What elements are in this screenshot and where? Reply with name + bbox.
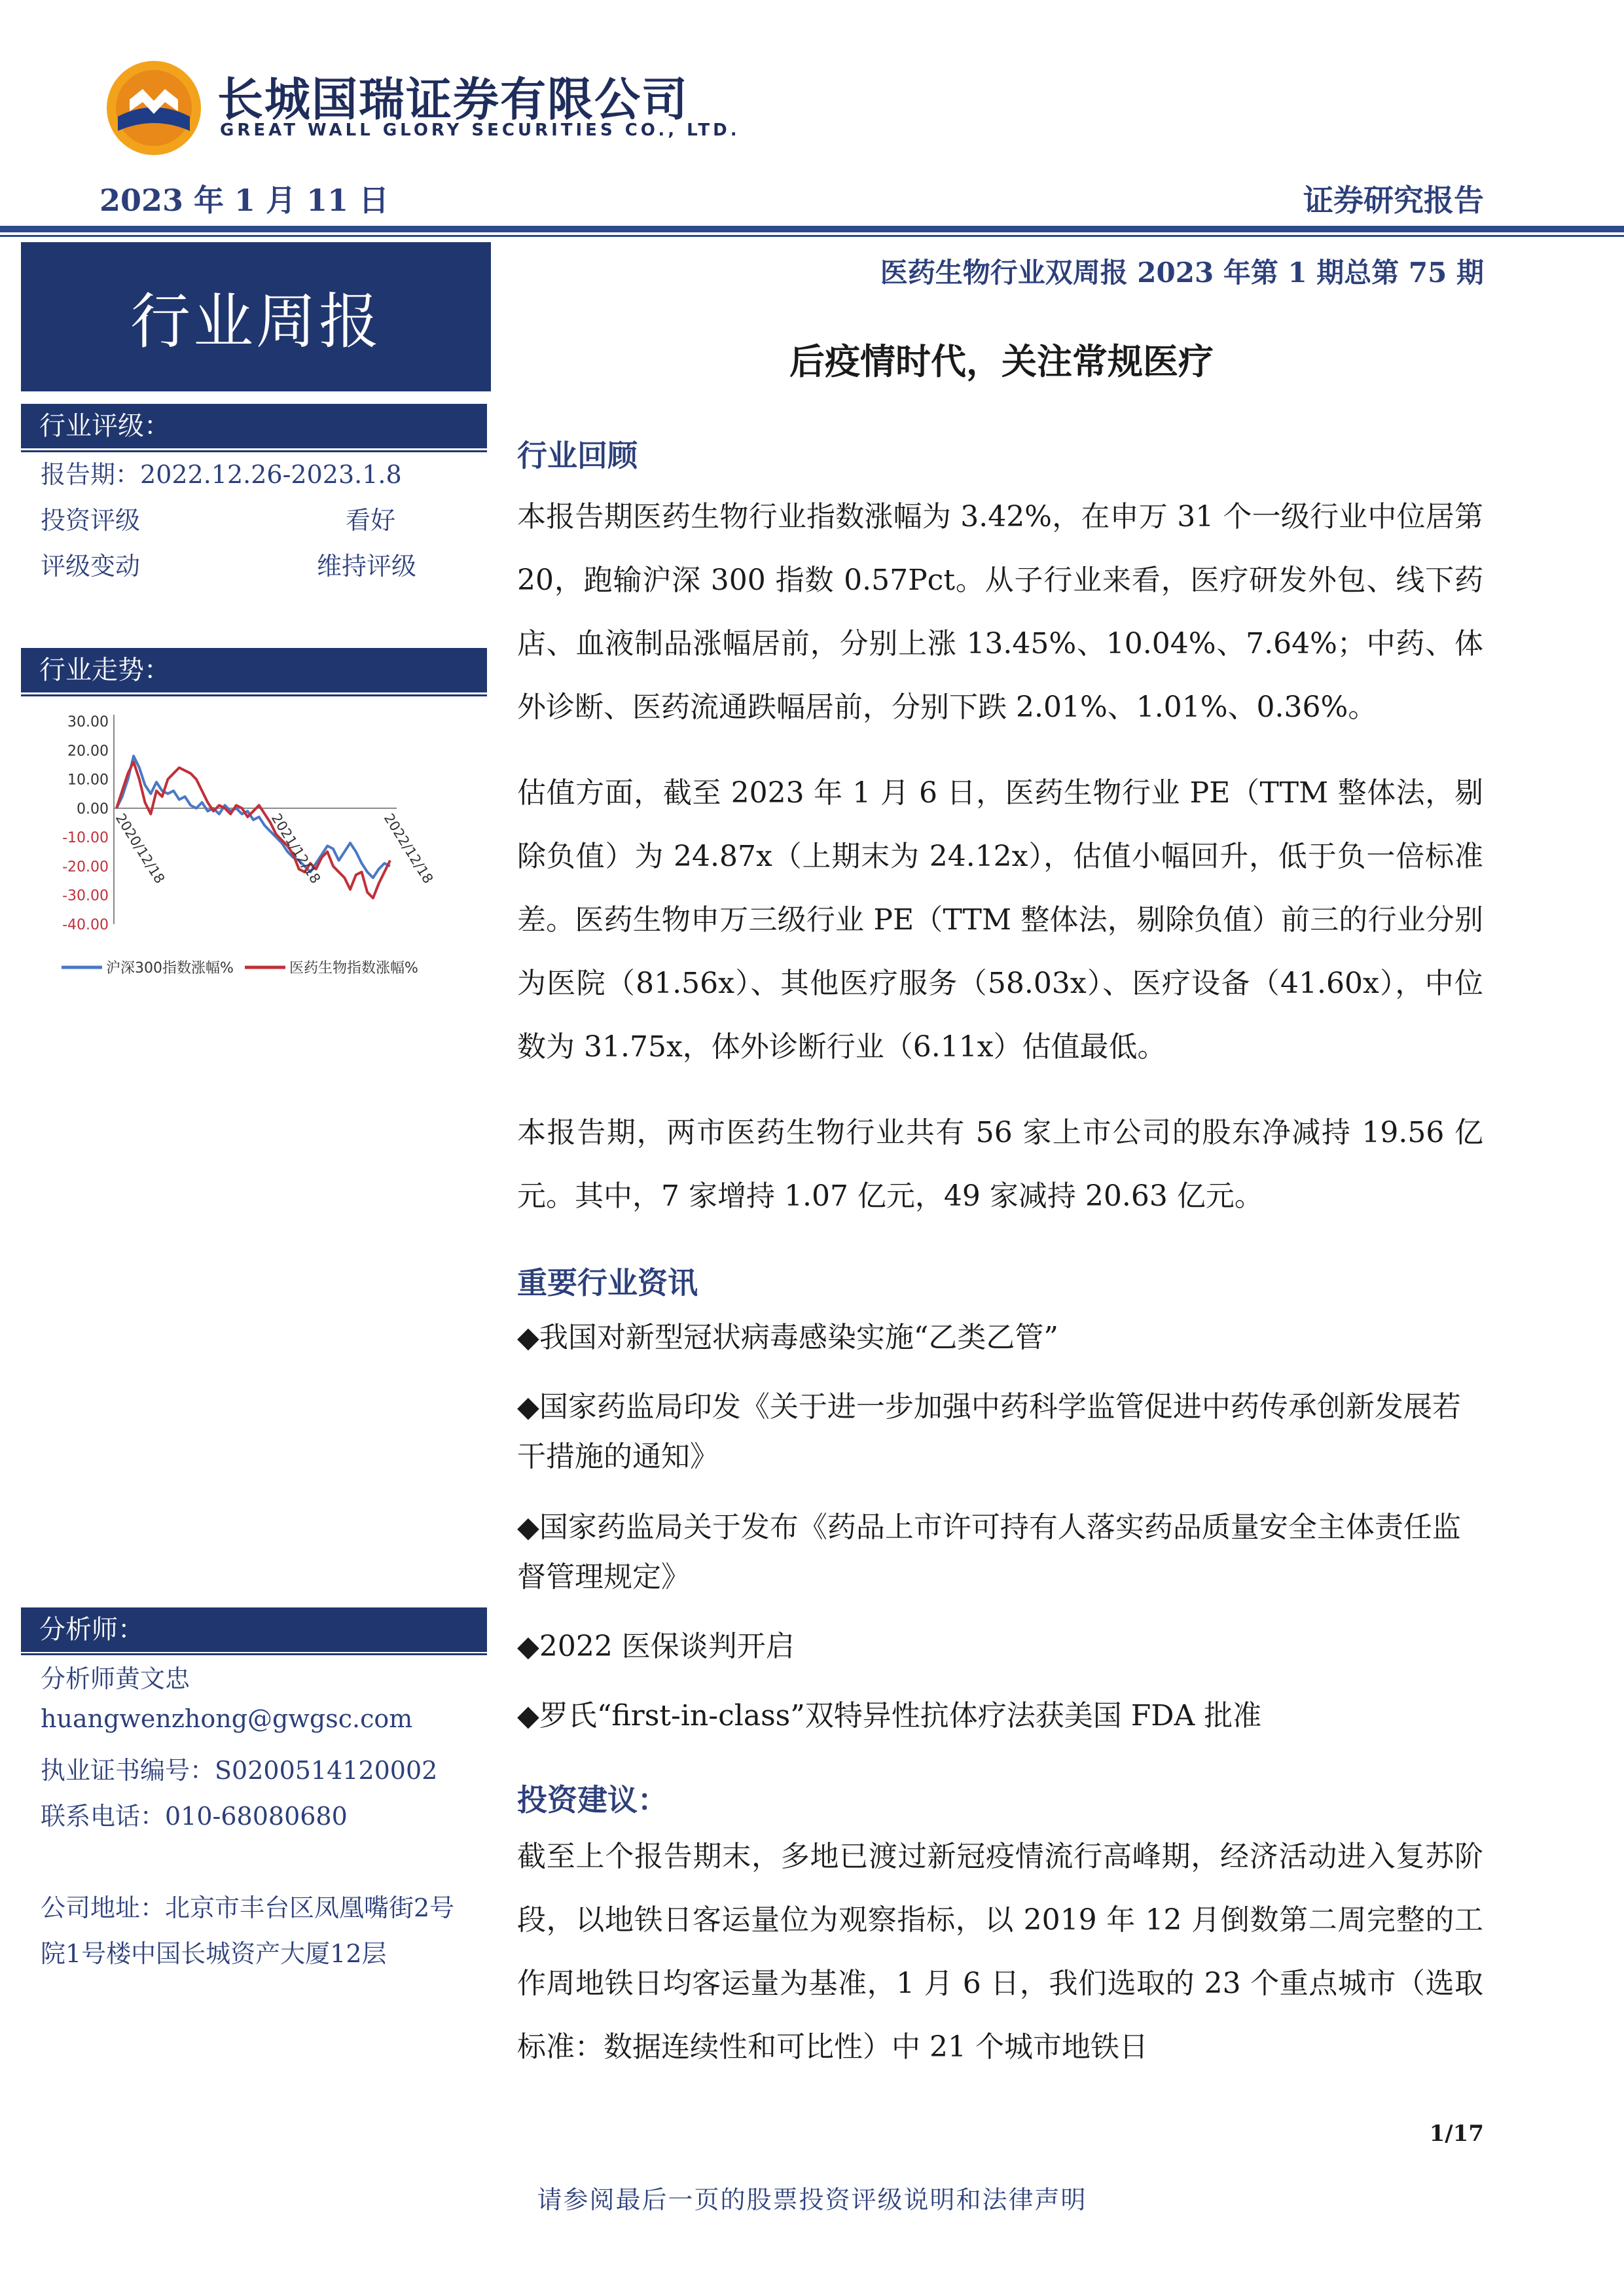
header-divider-thin [0, 235, 1624, 237]
y-tick-label: 0.00 [77, 800, 109, 817]
y-tick-label: -20.00 [62, 859, 109, 876]
x-tick-label: 2021/12/18 [268, 810, 324, 887]
y-tick-label: 30.00 [67, 714, 109, 730]
y-tick-label: 20.00 [67, 743, 109, 760]
trend-section-rule [21, 694, 487, 696]
legend-label-pharma: 医药生物指数涨幅% [289, 960, 418, 977]
rating-change-label: 评级变动 [41, 552, 141, 581]
news-item: ◆罗氏“first-in-class”双特异性抗体疗法获美国 FDA 批准 [517, 1699, 1262, 1732]
company-address: 公司地址：北京市丰台区凤凰嘴街2号院1号楼中国长城资产大厦12层 [41, 1893, 455, 1968]
review-paragraph-2: 估值方面，截至 2023 年 1 月 6 日，医药生物行业 PE（TTM 整体法，剔除负值）为 24.87x（上期末为 24.12x），估值小幅回升，低于负一倍标准差。医药生物申万三级行业 PE（TTM 整体法，剔除负值）前三的行业分别为医院（81.56x）、其他医疗服务（58.03x）、医疗设备（41.60x），中位数为 31.75x，体外诊断行业（6.11x）估值最低。 [517, 776, 1483, 1064]
x-tick-label: 2020/12/18 [112, 810, 168, 887]
series-line-hs300 [117, 756, 390, 878]
news-item: ◆我国对新型冠状病毒感染实施“乙类乙管” [517, 1321, 1058, 1354]
footer-disclaimer-note: 请参阅最后一页的股票投资评级说明和法律声明 [537, 2185, 1087, 2214]
report-headline: 后疫情时代，关注常规医疗 [789, 341, 1214, 382]
rating-section-title: 行业评级： [21, 404, 487, 448]
news-item: ◆2022 医保谈判开启 [517, 1630, 795, 1663]
y-tick-label: -40.00 [62, 917, 109, 933]
analyst-cert: 执业证书编号：S0200514120002 [41, 1756, 438, 1785]
report-category-banner: 行业周报 [21, 242, 491, 391]
company-name-en: GREAT WALL GLORY SECURITIES CO., LTD. [220, 120, 740, 140]
industry-trend-chart [39, 700, 484, 975]
company-name-cn: 长城国瑞证券有限公司 [217, 73, 689, 126]
review-paragraph-3: 本报告期，两市医药生物行业共有 56 家上市公司的股东净减持 19.56 亿元。其中，7 家增持 1.07 亿元，49 家减持 20.63 亿元。 [517, 1116, 1483, 1213]
rating-section-rule [21, 450, 487, 452]
section-title-news: 重要行业资讯 [517, 1265, 698, 1300]
header-divider [0, 226, 1624, 232]
report-series: 医药生物行业双周报 2023 年第 1 期总第 75 期 [880, 257, 1484, 289]
section-title-review: 行业回顾 [517, 438, 638, 473]
analyst-phone: 联系电话：010-68080680 [41, 1802, 348, 1831]
report-period-label: 报告期： [41, 460, 141, 489]
analyst-section-title: 分析师： [21, 1607, 487, 1652]
news-item: ◆国家药监局关于发布《药品上市许可持有人落实药品质量安全主体责任监督管理规定》 [517, 1511, 1461, 1594]
y-tick-label: -10.00 [62, 830, 109, 847]
analyst-email[interactable]: huangwenzhong@gwgsc.com [41, 1704, 413, 1733]
chart-legend [39, 953, 484, 982]
rating-change-value: 维持评级 [317, 552, 417, 581]
y-tick-label: 10.00 [67, 772, 109, 789]
review-paragraph-1: 本报告期医药生物行业指数涨幅为 3.42%，在申万 31 个一级行业中位居第 20，跑输沪深 300 指数 0.57Pct。从子行业来看，医疗研发外包、线下药店、血液制品涨幅居前，分别上涨 13.45%、10.04%、7.64%；中药、体外诊断、医药流通跌幅居前，分别下跌 2.01%、1.01%、0.36%。 [517, 500, 1483, 724]
invest-rating-value: 看好 [346, 506, 396, 535]
report-period [41, 454, 402, 490]
report-period-value: 2022.12.26-2023.1.8 [140, 460, 402, 489]
report-type: 证券研究报告 [1303, 183, 1484, 218]
invest-rating-label: 投资评级 [41, 506, 141, 535]
x-tick-label: 2022/12/18 [380, 810, 437, 887]
advice-paragraph: 截至上个报告期末，多地已渡过新冠疫情流行高峰期，经济活动进入复苏阶段，以地铁日客运量位为观察指标，以 2019 年 12 月倒数第二周完整的工作周地铁日均客运量为基准，1 月 6 日，我们选取的 23 个重点城市（选取标准：数据连续性和可比性）中 21 个城市地铁日 [517, 1840, 1483, 2064]
page-number: 1/17 [1429, 2121, 1484, 2147]
report-date: 2023 年 1 月 11 日 [99, 183, 389, 218]
analyst-section-rule [21, 1653, 487, 1655]
analyst-name: 分析师黄文忠 [41, 1664, 190, 1693]
company-logo-icon [105, 59, 203, 157]
legend-label-hs300: 沪深300指数涨幅% [106, 960, 234, 977]
news-item: ◆国家药监局印发《关于进一步加强中药科学监管促进中药传承创新发展若干措施的通知》 [517, 1390, 1461, 1473]
y-tick-label: -30.00 [62, 888, 109, 905]
section-title-advice: 投资建议： [517, 1782, 668, 1818]
trend-section-title: 行业走势： [21, 648, 487, 692]
